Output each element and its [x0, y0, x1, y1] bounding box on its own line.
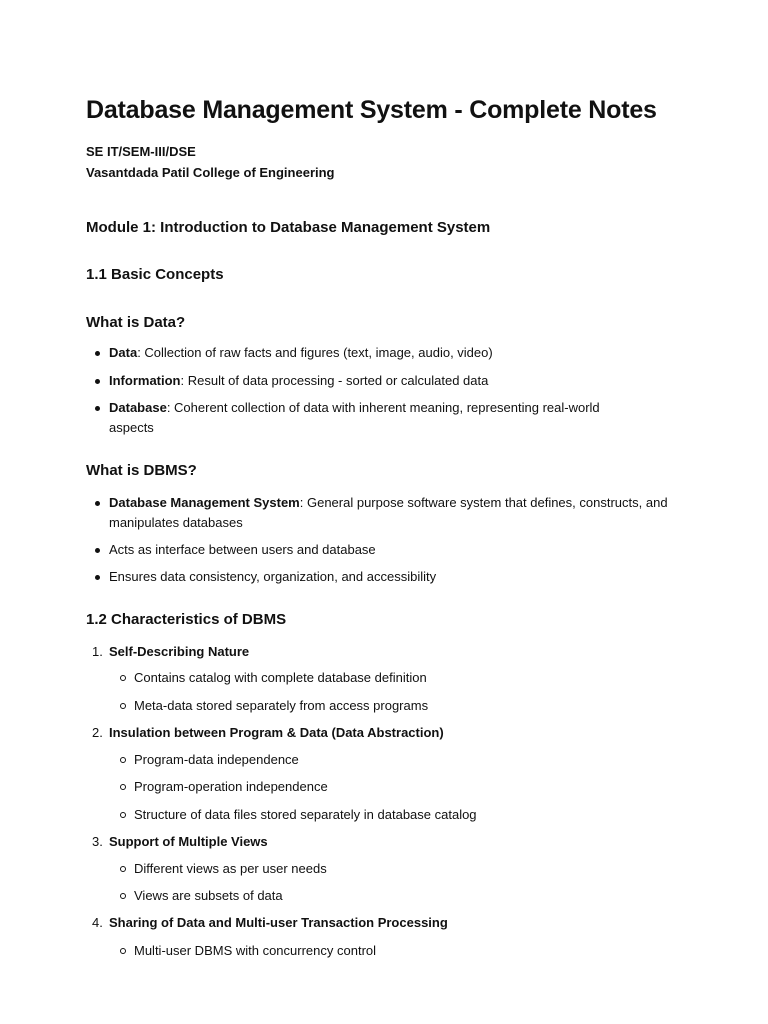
- sub-list-item-text: Views are subsets of data: [134, 888, 283, 903]
- sub-list-item-text: Program-data independence: [134, 752, 299, 767]
- list-item: [86, 540, 686, 560]
- list-item: [86, 567, 686, 587]
- circle-bullet-icon: [120, 703, 126, 709]
- circle-bullet-icon: [120, 675, 126, 681]
- bullet-icon: [95, 548, 100, 553]
- item-number: 1.: [92, 644, 103, 659]
- sub-list-item-text: Contains catalog with complete database definition: [134, 670, 427, 685]
- list-item: [86, 371, 686, 391]
- sub-list-item: [86, 805, 686, 825]
- sub-list-item: [86, 777, 686, 797]
- numbered-item: [86, 832, 686, 852]
- sub-list-item-text: Different views as per user needs: [134, 861, 327, 876]
- section-heading-characteristics: 1.2 Characteristics of DBMS: [86, 611, 287, 628]
- sub-list-item-text: Structure of data files stored separately in database catalog: [134, 807, 477, 822]
- item-title: Self-Describing Nature: [109, 644, 250, 659]
- sub-list-item: [86, 886, 686, 906]
- sub-list-item: [86, 668, 686, 688]
- definition: : General purpose software system that defines, constructs, and manipulates databases: [109, 495, 668, 530]
- list-item: [86, 343, 686, 363]
- bullet-icon: [95, 501, 100, 506]
- sub-list-item-text: Program-operation independence: [134, 779, 328, 794]
- module-heading: Module 1: Introduction to Database Management System: [86, 219, 491, 236]
- item-number: 2.: [92, 725, 103, 740]
- section-heading-basic-concepts: 1.1 Basic Concepts: [86, 266, 224, 283]
- definition: : Coherent collection of data with inherent meaning, representing real-world aspects: [109, 400, 600, 435]
- item-title: Insulation between Program & Data (Data Abstraction): [109, 725, 444, 740]
- circle-bullet-icon: [120, 866, 126, 872]
- term: Information: [109, 373, 181, 388]
- bullet-icon: [95, 575, 100, 580]
- list-item: [86, 398, 646, 438]
- document-title: Database Management System - Complete Notes: [86, 96, 657, 124]
- definition: : Result of data processing - sorted or calculated data: [180, 373, 489, 388]
- term: Database Management System: [109, 495, 300, 510]
- sub-list-item: [86, 696, 686, 716]
- list-item-text: Ensures data consistency, organization, and accessibility: [109, 569, 437, 584]
- sub-list-item: [86, 750, 686, 770]
- subheading-what-is-dbms: What is DBMS?: [86, 462, 197, 479]
- definition: : Collection of raw facts and figures (text, image, audio, video): [137, 345, 493, 360]
- numbered-item: [86, 642, 686, 662]
- numbered-item: [86, 723, 686, 743]
- list-item-text: Acts as interface between users and database: [109, 542, 376, 557]
- item-title: Sharing of Data and Multi-user Transaction Processing: [109, 915, 448, 930]
- bullet-icon: [95, 406, 100, 411]
- subheading-what-is-data: What is Data?: [86, 314, 186, 331]
- circle-bullet-icon: [120, 784, 126, 790]
- bullet-icon: [95, 379, 100, 384]
- term: Data: [109, 345, 138, 360]
- term: Database: [109, 400, 167, 415]
- circle-bullet-icon: [120, 948, 126, 954]
- sub-list-item-text: Meta-data stored separately from access programs: [134, 698, 429, 713]
- circle-bullet-icon: [120, 893, 126, 899]
- numbered-item: [86, 913, 686, 933]
- college-name: Vasantdada Patil College of Engineering: [86, 165, 335, 180]
- item-number: 4.: [92, 915, 103, 930]
- sub-list-item: [86, 859, 686, 879]
- sub-list-item: [86, 941, 686, 961]
- circle-bullet-icon: [120, 757, 126, 763]
- item-number: 3.: [92, 834, 103, 849]
- list-item: [86, 493, 686, 533]
- circle-bullet-icon: [120, 812, 126, 818]
- item-title: Support of Multiple Views: [109, 834, 268, 849]
- sub-list-item-text: Multi-user DBMS with concurrency control: [134, 943, 377, 958]
- course-info: SE IT/SEM-III/DSE: [86, 144, 196, 159]
- bullet-icon: [95, 351, 100, 356]
